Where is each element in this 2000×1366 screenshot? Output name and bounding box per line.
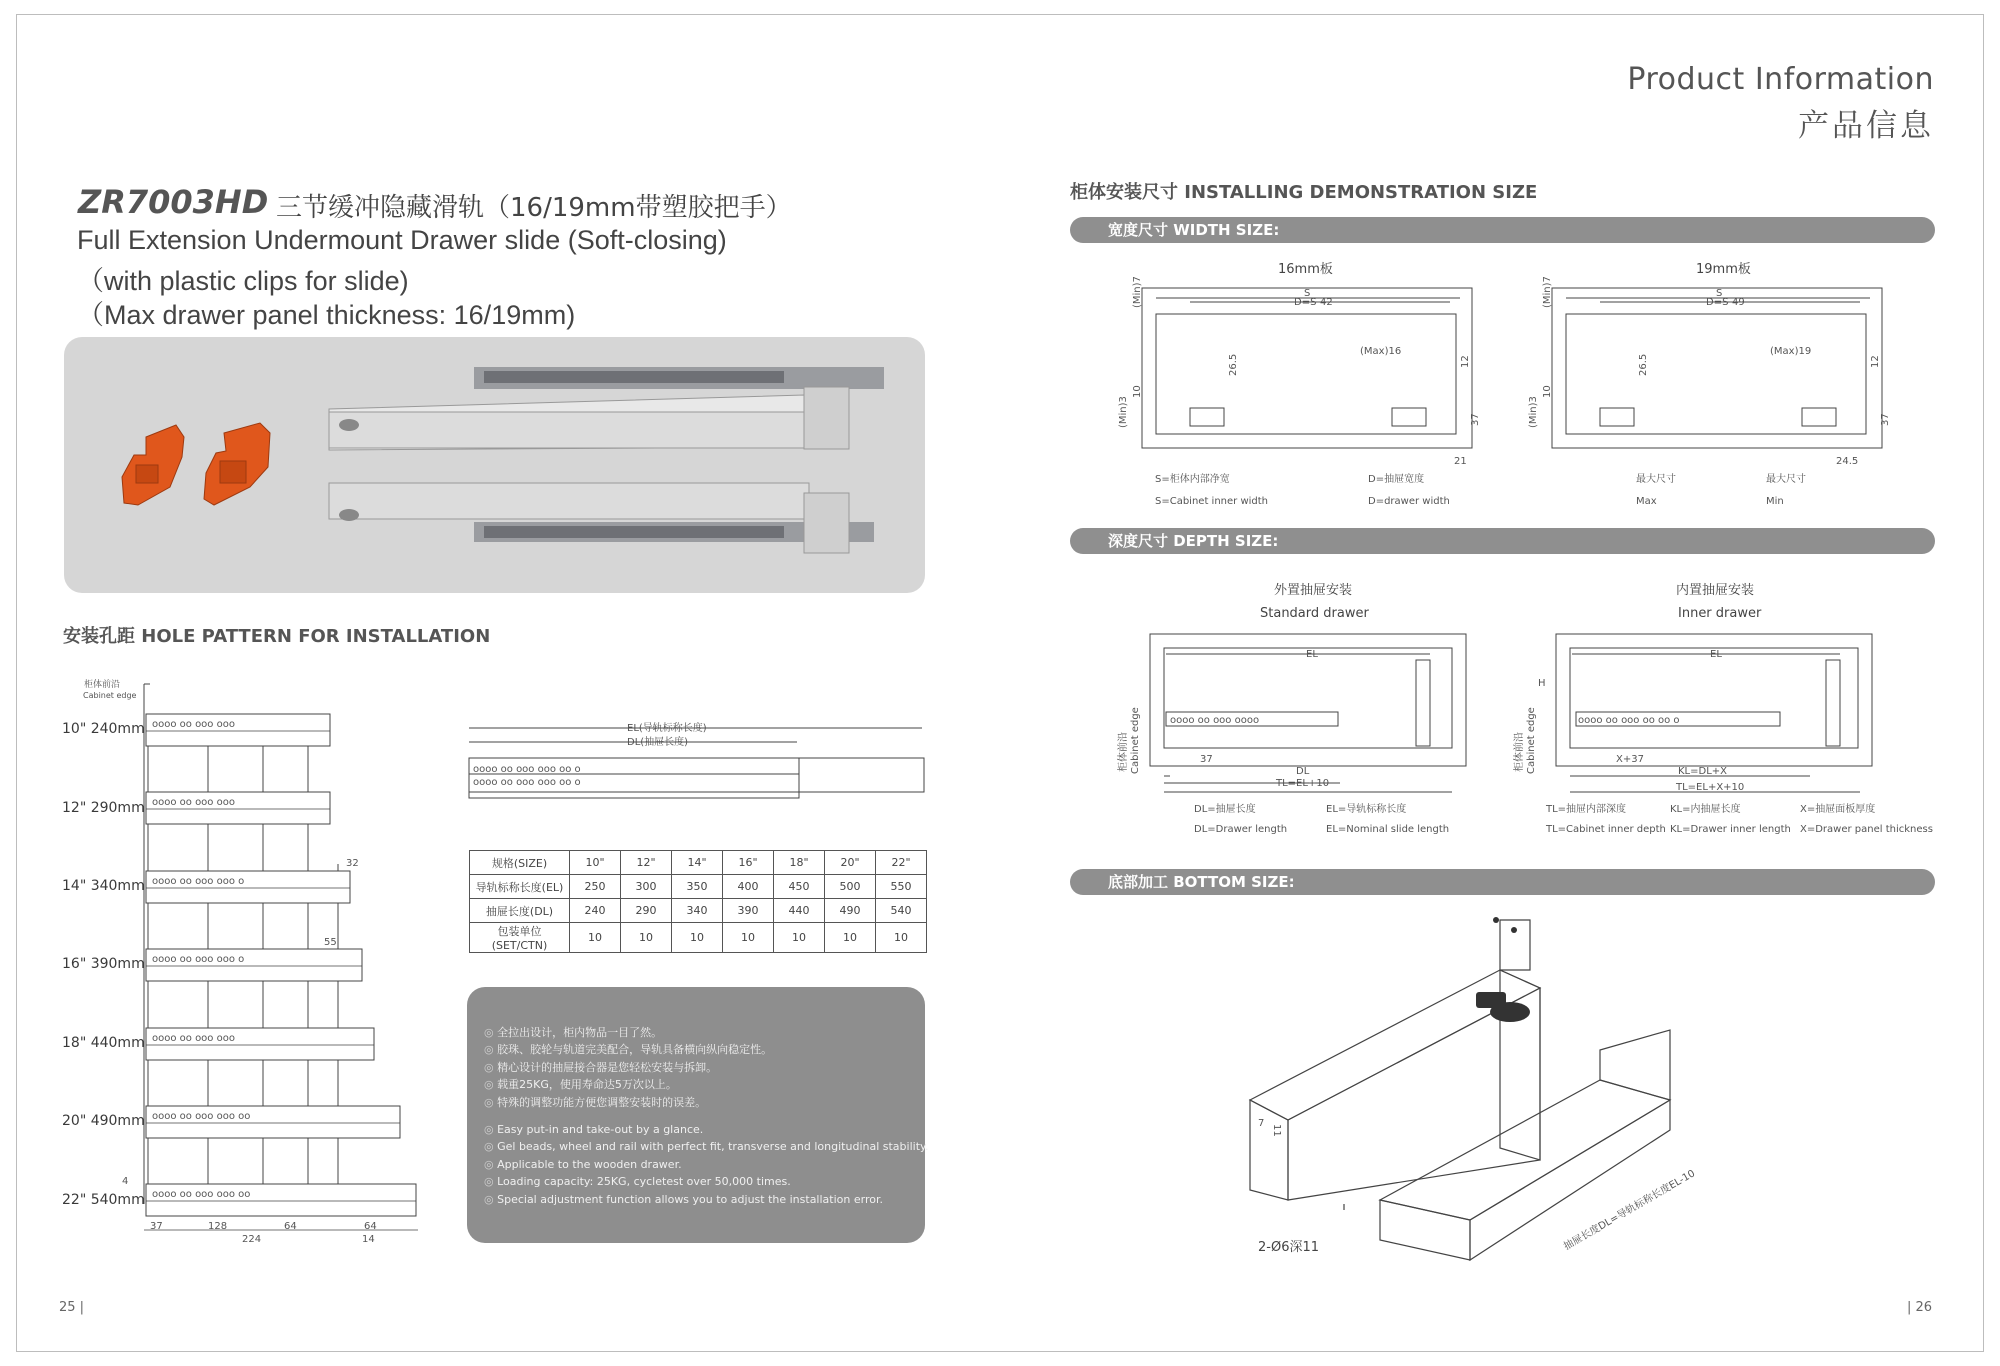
svg-text:12: 12	[1870, 355, 1881, 368]
product-name-en: Full Extension Undermount Drawer slide (Soft-closing)	[77, 225, 727, 255]
svg-text:oooo oo ooo: oooo oo ooo ooo oo o	[473, 777, 581, 788]
svg-text:最大尺寸: 最大尺寸	[1636, 474, 1676, 485]
list-item: ◎ Loading capacity: 25KG, cycletest over 50,000 times.	[484, 1173, 925, 1190]
size-label-20: 20" 490mm	[62, 1113, 145, 1129]
svg-text:S: S	[1304, 288, 1311, 299]
svg-text:oooo oo ooo ooo o: oooo oo ooo ooo o	[152, 876, 245, 887]
dim-37: 37	[150, 1221, 163, 1232]
svg-text:内置抽屉安装: 内置抽屉安装	[1676, 583, 1755, 598]
table-row: 抽屉长度(DL) 240 290 340 390 440 490 540	[470, 899, 927, 923]
plastic-clip-right	[204, 423, 270, 505]
product-clips-note: （with plastic clips for slide)	[77, 266, 409, 296]
el-label: EL(导轨标称长度)	[627, 723, 707, 734]
dim-128: 128	[208, 1221, 228, 1232]
product-name-cn: 三节缓冲隐藏滑轨（16/19mm带塑胶把手）	[276, 193, 792, 223]
bottom-size-bar: 底部加工 BOTTOM SIZE:	[1070, 869, 1935, 895]
list-item: ◎ 胶珠、胶轮与轨道完美配合，导轨具备横向纵向稳定性。	[484, 1041, 925, 1058]
width-size-bar: 宽度尺寸 WIDTH SIZE:	[1070, 217, 1935, 243]
features-box	[467, 987, 929, 1243]
svg-text:TL=Cabinet inner depth: TL=Cabinet inner depth	[1546, 824, 1666, 835]
slide-top	[329, 367, 884, 450]
size-label-18: 18" 440mm	[62, 1035, 145, 1051]
svg-text:S: S	[1716, 288, 1723, 299]
hole-spec-label: 2-Ø6深11	[1258, 1240, 1320, 1255]
svg-text:Standard drawer: Standard drawer	[1260, 606, 1369, 621]
product-information-title: Product Information	[1627, 62, 1934, 97]
svg-text:(Min)7: (Min)7	[1132, 276, 1143, 308]
list-item: ◎ 全拉出设计，柜内物品一目了然。	[484, 1024, 925, 1041]
svg-text:X+37: X+37	[1616, 754, 1644, 765]
width-diagram-16mm	[1110, 258, 1490, 508]
page-number-left: 25 |	[59, 1300, 85, 1315]
svg-text:oooo oo ooo ooo oo: oooo oo ooo ooo oo	[152, 1111, 251, 1122]
svg-text:21: 21	[1454, 456, 1467, 467]
depth-diagram-standard	[1110, 578, 1490, 838]
product-photo	[64, 337, 925, 593]
svg-text:Max: Max	[1636, 496, 1657, 507]
svg-text:Inner drawer: Inner drawer	[1678, 606, 1762, 621]
table-row: 导轨标称长度(EL) 250 300 350 400 450 500 550	[470, 875, 927, 899]
svg-text:oooo oo ooo ooo: oooo oo ooo ooo	[152, 719, 235, 730]
svg-text:TL=抽屉内部深度: TL=抽屉内部深度	[1546, 804, 1627, 815]
svg-text:Cabinet edge: Cabinet edge	[1526, 707, 1537, 774]
svg-text:oooo oo ooo ooo: oooo oo ooo ooo	[152, 797, 235, 808]
svg-text:EL=Nominal slide length: EL=Nominal slide length	[1326, 824, 1450, 835]
svg-text:抽屉长度DL=导轨标称长度EL-10: 抽屉长度DL=导轨标称长度EL-10	[1562, 1168, 1698, 1253]
svg-text:oooo oo ooo ooo o: oooo oo ooo ooo o	[152, 954, 245, 965]
hole-pattern-heading: 安装孔距 HOLE PATTERN FOR INSTALLATION	[63, 626, 491, 647]
svg-text:(Min)7: (Min)7	[1542, 276, 1553, 308]
size-label-12: 12" 290mm	[62, 800, 145, 816]
bottom-size-diagram	[1240, 900, 1700, 1280]
svg-text:D=抽屉宽度: D=抽屉宽度	[1368, 474, 1425, 485]
size-label-22: 22" 540mm	[62, 1192, 145, 1208]
svg-text:TL=EL+10: TL=EL+10	[1276, 778, 1330, 789]
product-information-title-cn: 产品信息	[1798, 108, 1934, 144]
svg-text:Cabinet edge: Cabinet edge	[1130, 707, 1141, 774]
svg-text:S=柜体内部净宽: S=柜体内部净宽	[1155, 474, 1230, 485]
dim-64-a: 64	[284, 1221, 297, 1232]
dim-64-b: 64	[364, 1221, 377, 1232]
list-item: ◎ Gel beads, wheel and rail with perfect fit, transverse and longitudinal stability.	[484, 1138, 925, 1155]
svg-text:Min: Min	[1766, 496, 1784, 507]
svg-text:26.5: 26.5	[1228, 353, 1239, 376]
svg-text:(Max)16: (Max)16	[1360, 346, 1402, 357]
svg-text:16mm板: 16mm板	[1278, 262, 1333, 277]
svg-text:DL=Drawer length: DL=Drawer length	[1194, 824, 1288, 835]
svg-text:19mm板: 19mm板	[1696, 262, 1751, 277]
list-item: ◎ 精心设计的抽屉接合器是您轻松安装与拆卸。	[484, 1059, 925, 1076]
width-diagram-19mm	[1520, 258, 1900, 508]
list-item: ◎ 特殊的调整功能方便您调整安装时的误差。	[484, 1094, 925, 1111]
dim-14: 14	[362, 1234, 375, 1245]
svg-text:D=S-49: D=S-49	[1706, 297, 1745, 308]
svg-text:柜体前沿: 柜体前沿	[1118, 732, 1129, 772]
page-number-right: | 26	[1906, 1300, 1932, 1315]
table-row: 规格(SIZE) 10" 12" 14" 16" 18" 20" 22"	[470, 851, 927, 875]
svg-text:X=Drawer panel thickness: X=Drawer panel thickness	[1800, 824, 1933, 835]
size-label-10: 10" 240mm	[62, 721, 145, 737]
svg-text:EL: EL	[1306, 649, 1318, 660]
svg-text:最大尺寸: 最大尺寸	[1766, 474, 1806, 485]
svg-text:KL=DL+X: KL=DL+X	[1678, 766, 1728, 777]
dl-label: DL(抽屉长度)	[627, 737, 689, 748]
plastic-clip-left	[122, 425, 184, 505]
svg-text:KL=Drawer inner length: KL=Drawer inner length	[1670, 824, 1791, 835]
svg-text:外置抽屉安装: 外置抽屉安装	[1274, 583, 1353, 598]
list-item: ◎ Easy put-in and take-out by a glance.	[484, 1121, 925, 1138]
svg-text:柜体前沿: 柜体前沿	[1514, 732, 1525, 772]
svg-text:7: 7	[1258, 1118, 1265, 1129]
svg-text:26.5: 26.5	[1638, 353, 1649, 376]
svg-text:(Max)19: (Max)19	[1770, 346, 1812, 357]
cabinet-edge-label-cn: 柜体前沿	[84, 680, 121, 690]
cabinet-edge-label-en: Cabinet edge	[83, 691, 137, 700]
dim-55: 55	[324, 937, 337, 948]
product-thickness-note: （Max drawer panel thickness: 16/19mm)	[77, 300, 576, 330]
svg-text:D=drawer width: D=drawer width	[1368, 496, 1450, 507]
table-row: 包装单位(SET/CTN) 10 10 10 10 10 10 10	[470, 923, 927, 953]
svg-text:(Min)3: (Min)3	[1118, 396, 1129, 428]
svg-text:24.5: 24.5	[1836, 456, 1859, 467]
model-number: ZR7003HD	[78, 183, 269, 221]
svg-text:KL=内抽屉长度: KL=内抽屉长度	[1670, 804, 1741, 815]
svg-text:EL=导轨标称长度: EL=导轨标称长度	[1326, 804, 1407, 815]
svg-text:D=S-42: D=S-42	[1294, 297, 1333, 308]
list-item: ◎ Special adjustment function allows you to adjust the installation error.	[484, 1191, 925, 1208]
spec-table	[469, 850, 927, 953]
svg-text:11: 11	[1271, 1124, 1282, 1137]
list-item: ◎ 载重25KG，使用寿命达5万次以上。	[484, 1076, 925, 1093]
size-label-16: 16" 390mm	[62, 956, 145, 972]
svg-text:37: 37	[1470, 413, 1481, 426]
svg-text:EL: EL	[1710, 649, 1722, 660]
svg-text:oooo oo ooo oooo: oooo oo ooo oooo	[1170, 715, 1260, 726]
svg-text:10: 10	[1132, 385, 1143, 398]
svg-text:oooo oo ooo ooo oo: oooo oo ooo ooo oo	[152, 1189, 251, 1200]
dim-224: 224	[242, 1234, 262, 1245]
depth-size-bar: 深度尺寸 DEPTH SIZE:	[1070, 528, 1935, 554]
dim-4: 4	[122, 1176, 129, 1187]
svg-text:H: H	[1538, 678, 1546, 689]
svg-text:(Min)3: (Min)3	[1528, 396, 1539, 428]
installing-heading: 柜体安装尺寸 INSTALLING DEMONSTRATION SIZE	[1070, 182, 1538, 203]
svg-text:X=抽屉面板厚度: X=抽屉面板厚度	[1800, 804, 1876, 815]
svg-text:TL=EL+X+10: TL=EL+X+10	[1676, 782, 1745, 793]
svg-text:oooo oo ooo ooo: oooo oo ooo ooo	[152, 1033, 235, 1044]
svg-text:37: 37	[1880, 413, 1891, 426]
depth-diagram-inner	[1510, 578, 1933, 838]
slide-length-diagram	[467, 718, 937, 808]
svg-text:10: 10	[1542, 385, 1553, 398]
size-label-14: 14" 340mm	[62, 878, 145, 894]
list-item: ◎ Applicable to the wooden drawer.	[484, 1156, 925, 1173]
svg-text:oooo oo ooo oo oo: oooo oo ooo oo oo o	[1578, 715, 1680, 726]
svg-text:oooo oo ooo: oooo oo ooo ooo oo o	[473, 764, 581, 775]
hole-pattern-diagram	[88, 684, 418, 1244]
svg-text:37: 37	[1200, 754, 1213, 765]
svg-text:12: 12	[1460, 355, 1471, 368]
svg-text:S=Cabinet inner width: S=Cabinet inner width	[1155, 496, 1269, 507]
svg-text:DL: DL	[1296, 766, 1310, 777]
dim-32: 32	[346, 858, 359, 869]
svg-text:DL=抽屉长度: DL=抽屉长度	[1194, 804, 1256, 815]
slide-bottom	[329, 483, 874, 553]
